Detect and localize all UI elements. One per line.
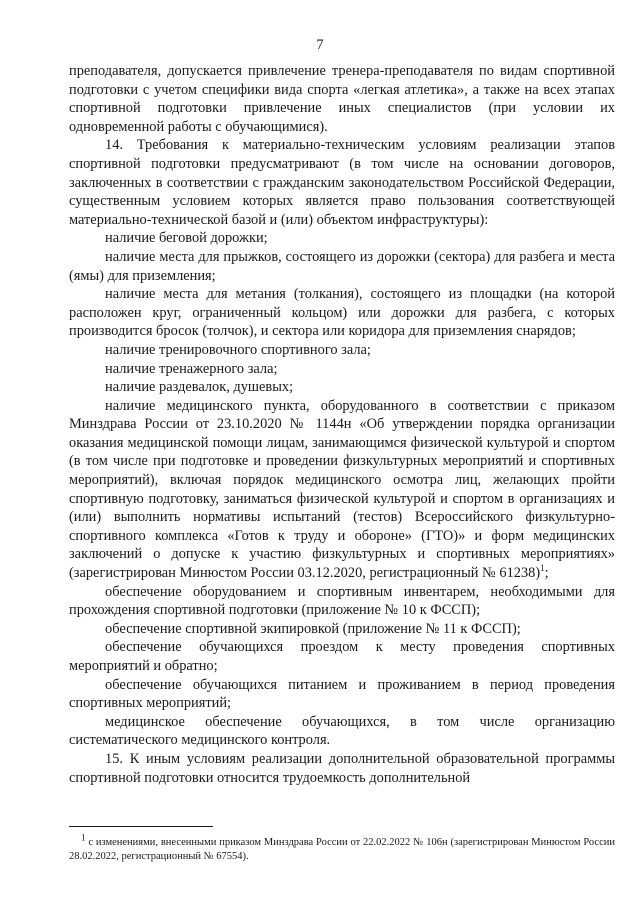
paragraph [69, 638, 615, 675]
paragraph-text: обеспечение обучающихся питанием и проживанием в период проведения спортивных мероприятий; [69, 676, 615, 712]
paragraph [69, 285, 615, 341]
paragraph-text: наличие тренажерного зала; [105, 360, 278, 377]
paragraph-text: наличие раздевалок, душевых; [105, 379, 294, 396]
paragraph-text: 14. Требования к материально-техническим условиям реализации этапов спортивной подготовки предусматривают (в том числе на основании договоров, заключенных в соответствии с гражданским законодательством Российской Федерации, существенным условием которых является право пользования соответствующей материально-технической базой и (или) объектом инфраструктуры): [69, 137, 615, 228]
paragraph [69, 341, 615, 360]
paragraph [69, 583, 615, 620]
paragraph [69, 62, 615, 136]
paragraph-text: медицинское обеспечение обучающихся, в том числе организацию систематического медицинского контроля. [69, 713, 615, 749]
footnote-marker: 1 [81, 832, 86, 843]
paragraph [69, 229, 615, 248]
paragraph-text: наличие места для метания (толкания), состоящего из площадки (на которой расположен круг, ограниченный кольцом) или дорожки для разбега, с которых производится бросок (толчок), и сектора или коридора для приземления снарядов; [69, 286, 615, 340]
footnote-divider [69, 826, 213, 827]
paragraph-text: наличие медицинского пункта, оборудованного в соответствии с приказом Минздрава России от 23.10.2020 № 1144н «Об утверждении порядка организации оказания медицинской помощи лицам, занимающимся физической культурой и спортом (в том числе при подготовке и проведении физкультурных мероприятий и спортивных мероприятий), включая порядок медицинского осмотра лиц, желающих пройти спортивную подготовку, заниматься физической культурой и спортом в организациях и (или) выполнить нормативы испытаний (тестов) Всероссийского физкультурно-спортивного комплекса «Готов к труду и обороне» (ГТО)» и форм медицинских заключений о допуске к участию физкультурных и спортивных мероприятиях» (зарегистрирован Минюстом России 03.12.2020, регистрационный № 61238) [69, 397, 615, 582]
paragraph-text: обеспечение обучающихся проездом к месту проведения спортивных мероприятий и обратно; [69, 639, 615, 674]
paragraph [69, 713, 615, 750]
paragraph-text: наличие места для прыжков, состоящего из дорожки (сектора) для разбега и места (ямы) для приземления; [69, 248, 615, 284]
paragraph [69, 676, 615, 713]
paragraph-text: 15. К иным условиям реализации дополнительной образовательной программы спортивной подготовки относится трудоемкость дополнительной [69, 750, 615, 786]
paragraph [69, 397, 615, 583]
footnote [69, 832, 615, 863]
page-number: 7 [316, 37, 324, 53]
paragraph-text: наличие тренировочного спортивного зала; [105, 341, 371, 358]
paragraph [69, 378, 615, 397]
footnote-reference: 1 [540, 563, 545, 574]
paragraph [69, 750, 615, 787]
paragraph [69, 248, 615, 285]
paragraph-text: наличие беговой дорожки; [105, 230, 268, 247]
paragraph-tail: ; [544, 565, 549, 582]
paragraph [69, 360, 615, 379]
paragraph-text: преподавателя, допускается привлечение тренера-преподавателя по видам спортивной подготовки с учетом специфики вида спорта «легкая атлетика», а также на всех этапах спортивной подготовки привлечение иных специалистов (при условии их одновременной работы с обучающимися). [69, 63, 615, 135]
paragraph-text: обеспечение оборудованием и спортивным инвентарем, необходимыми для прохождения спортивной подготовки (приложение № 10 к ФССП); [69, 583, 615, 619]
paragraph [69, 136, 615, 229]
paragraph-text: обеспечение спортивной экипировкой (приложение № 11 к ФССП); [105, 620, 521, 637]
document-body [69, 62, 615, 787]
paragraph [69, 620, 615, 639]
footnote-text: с изменениями, внесенными приказом Минздрава России от 22.02.2022 № 106н (зарегистрирован Минюстом России 28.02.2022, регистрационный № 67554). [69, 837, 615, 862]
